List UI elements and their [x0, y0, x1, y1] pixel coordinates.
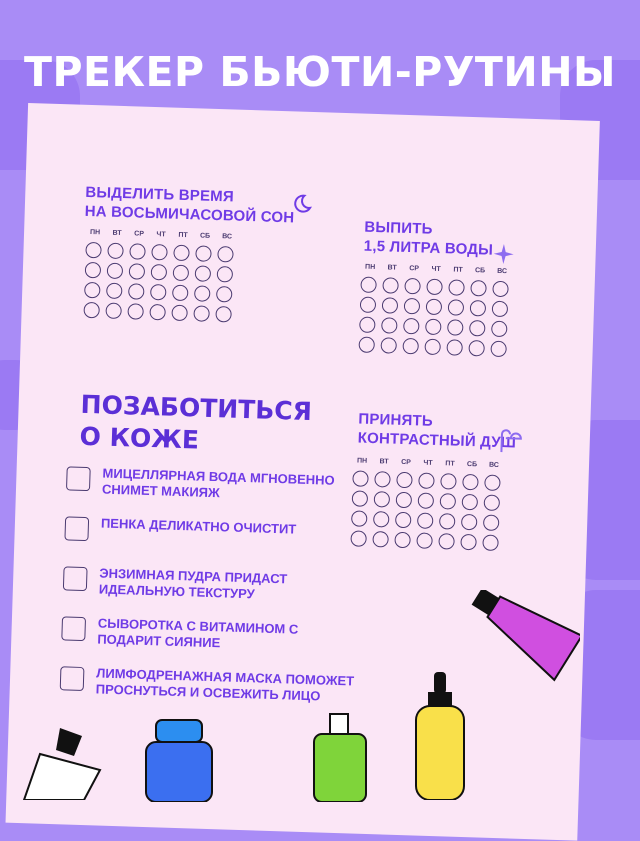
- day-label: ЧТ: [431, 265, 441, 274]
- tracker-circle[interactable]: [151, 264, 167, 280]
- tracker-circle[interactable]: [380, 337, 396, 353]
- day-label: СР: [401, 458, 412, 467]
- tracker-circle[interactable]: [439, 513, 455, 529]
- tracker-circle[interactable]: [484, 495, 500, 511]
- tracker-circle[interactable]: [426, 299, 442, 315]
- tracker-circle[interactable]: [460, 534, 476, 550]
- checkbox[interactable]: [60, 666, 85, 691]
- day-label: СБ: [199, 232, 211, 240]
- day-label: ЧТ: [156, 231, 166, 239]
- tracker-circle[interactable]: [396, 492, 412, 508]
- tracker-circle[interactable]: [470, 300, 486, 316]
- tracker-circle[interactable]: [171, 305, 187, 321]
- tracker-circle[interactable]: [492, 301, 508, 317]
- shower-heading: ПРИНЯТЬ КОНТРАСТНЫЙ ДУШ: [357, 410, 517, 452]
- skin-heading: ПОЗАБОТИТЬСЯ О КОЖЕ: [79, 389, 313, 455]
- tracker-circle[interactable]: [492, 281, 508, 297]
- day-label: СР: [134, 230, 145, 238]
- tracker-circle[interactable]: [447, 319, 463, 335]
- tracker-circle[interactable]: [129, 263, 145, 279]
- tracker-circle[interactable]: [469, 320, 485, 336]
- moon-icon: [290, 191, 315, 216]
- tracker-circle[interactable]: [382, 277, 398, 293]
- tracker-circle[interactable]: [491, 321, 507, 337]
- day-label: ПН: [364, 263, 376, 271]
- checkbox[interactable]: [64, 516, 89, 541]
- tracker-circle[interactable]: [394, 532, 410, 548]
- tracker-circle[interactable]: [403, 318, 419, 334]
- tracker-circle[interactable]: [416, 532, 432, 548]
- day-label: ВС: [488, 461, 500, 469]
- tracker-circle[interactable]: [360, 297, 376, 313]
- day-labels: [351, 457, 505, 469]
- tracker-circle[interactable]: [462, 494, 478, 510]
- sleep-tracker: [81, 229, 238, 323]
- skin-checklist: [59, 464, 373, 723]
- tracker-circle[interactable]: [84, 282, 100, 298]
- sleep-heading: ВЫДЕЛИТЬ ВРЕМЯ НА ВОСЬМИЧАСОВОЙ СОН: [84, 183, 295, 227]
- tracker-circle[interactable]: [173, 245, 189, 261]
- tracker-circle[interactable]: [448, 299, 464, 315]
- tracker-circle[interactable]: [359, 317, 375, 333]
- tracker-circle[interactable]: [195, 245, 211, 261]
- tracker-circle[interactable]: [426, 279, 442, 295]
- bottle-icon: [142, 718, 216, 802]
- tracker-circle[interactable]: [468, 340, 484, 356]
- day-labels: [84, 229, 238, 241]
- water-grid: [356, 276, 512, 357]
- tracker-circle[interactable]: [417, 512, 433, 528]
- day-label: ЧТ: [423, 459, 433, 467]
- tracker-circle[interactable]: [128, 283, 144, 299]
- tracker-circle[interactable]: [374, 471, 390, 487]
- tracker-circle[interactable]: [216, 286, 232, 302]
- day-labels: [359, 263, 513, 275]
- day-label: ВС: [222, 233, 233, 241]
- tracker-circle[interactable]: [438, 533, 454, 549]
- tracker-circle[interactable]: [382, 297, 398, 313]
- shower-icon: [497, 428, 524, 455]
- tracker-circle[interactable]: [215, 306, 231, 322]
- tracker-circle[interactable]: [440, 473, 456, 489]
- tracker-circle[interactable]: [461, 514, 477, 530]
- tracker-circle[interactable]: [373, 511, 389, 527]
- tracker-circle[interactable]: [85, 242, 101, 258]
- checklist-label: ЭНЗИМНАЯ ПУДРА ПРИДАСТ ИДЕАЛЬНУЮ ТЕКСТУРУ: [98, 565, 288, 602]
- day-label: ВС: [497, 267, 508, 276]
- day-label: ПН: [356, 457, 368, 465]
- water-tracker: [356, 263, 513, 357]
- tracker-circle[interactable]: [482, 535, 498, 551]
- tracker-circle[interactable]: [127, 303, 143, 319]
- tracker-circle[interactable]: [381, 317, 397, 333]
- tracker-circle[interactable]: [149, 304, 165, 320]
- tracker-circle[interactable]: [404, 298, 420, 314]
- tracker-circle[interactable]: [151, 244, 167, 260]
- tracker-circle[interactable]: [172, 285, 188, 301]
- tracker-circle[interactable]: [217, 246, 233, 262]
- day-label: ПТ: [453, 266, 463, 274]
- tracker-circle[interactable]: [446, 339, 462, 355]
- page-title: ТРЕКЕР БЬЮТИ-РУТИНЫ: [23, 48, 617, 96]
- tracker-circle[interactable]: [483, 515, 499, 531]
- tracker-circle[interactable]: [418, 472, 434, 488]
- day-label: СБ: [474, 267, 486, 275]
- water-heading: ВЫПИТЬ 1,5 ЛИТРА ВОДЫ: [363, 218, 494, 259]
- checklist-label: ЛИМФОДРЕНАЖНАЯ МАСКА ПОМОЖЕТ ПРОСНУТЬСЯ И ОСВЕЖИТЬ ЛИЦО: [95, 665, 355, 704]
- tracker-circle[interactable]: [195, 265, 211, 281]
- tracker-circle[interactable]: [83, 302, 99, 318]
- checklist-label: СЫВОРОТКА С ВИТАМИНОМ С ПОДАРИТ СИЯНИЕ: [97, 615, 299, 651]
- tracker-circle[interactable]: [448, 279, 464, 295]
- tracker-circle[interactable]: [85, 262, 101, 278]
- tracker-circle[interactable]: [372, 531, 388, 547]
- tracker-circle[interactable]: [106, 283, 122, 299]
- tracker-circle[interactable]: [404, 278, 420, 294]
- checkbox[interactable]: [66, 466, 91, 491]
- tracker-circle[interactable]: [425, 319, 441, 335]
- tracker-circle[interactable]: [470, 280, 486, 296]
- shower-tracker: [348, 457, 505, 551]
- checkbox[interactable]: [61, 616, 86, 641]
- tracker-circle[interactable]: [107, 263, 123, 279]
- tracker-circle[interactable]: [105, 303, 121, 319]
- tracker-circle[interactable]: [358, 337, 374, 353]
- dropper-icon: [412, 670, 468, 800]
- tracker-circle[interactable]: [462, 474, 478, 490]
- day-label: ПТ: [178, 231, 188, 240]
- tracker-circle[interactable]: [129, 243, 145, 259]
- day-label: ПТ: [445, 460, 455, 468]
- tracker-circle[interactable]: [107, 243, 123, 259]
- tracker-circle[interactable]: [374, 491, 390, 507]
- day-label: СР: [409, 265, 420, 273]
- sparkle-icon: [493, 244, 514, 265]
- tracker-circle[interactable]: [418, 492, 434, 508]
- bottle-icon: [310, 712, 370, 802]
- checkbox[interactable]: [63, 566, 88, 591]
- tracker-circle[interactable]: [360, 277, 376, 293]
- tracker-circle[interactable]: [395, 512, 411, 528]
- day-label: ПН: [89, 229, 101, 237]
- tracker-circle[interactable]: [193, 305, 209, 321]
- day-label: ВТ: [379, 458, 389, 466]
- tracker-circle[interactable]: [217, 266, 233, 282]
- tracker-circle[interactable]: [173, 265, 189, 281]
- tracker-circle[interactable]: [484, 475, 500, 491]
- tracker-circle[interactable]: [150, 284, 166, 300]
- day-label: ВТ: [387, 264, 397, 272]
- tracker-circle[interactable]: [402, 338, 418, 354]
- tracker-circle[interactable]: [440, 493, 456, 509]
- tracker-circle[interactable]: [194, 285, 210, 301]
- day-label: СБ: [466, 460, 478, 469]
- tracker-circle[interactable]: [424, 339, 440, 355]
- day-label: ВТ: [112, 229, 122, 238]
- bottle-icon: [20, 726, 110, 800]
- checklist-label: МИЦЕЛЛЯРНАЯ ВОДА МГНОВЕННО СНИМЕТ МАКИЯЖ: [101, 465, 335, 501]
- tracker-circle[interactable]: [490, 341, 506, 357]
- sleep-grid: [81, 242, 237, 323]
- checklist-label: ПЕНКА ДЕЛИКАТНО ОЧИСТИТ: [100, 515, 297, 537]
- tracker-circle[interactable]: [396, 472, 412, 488]
